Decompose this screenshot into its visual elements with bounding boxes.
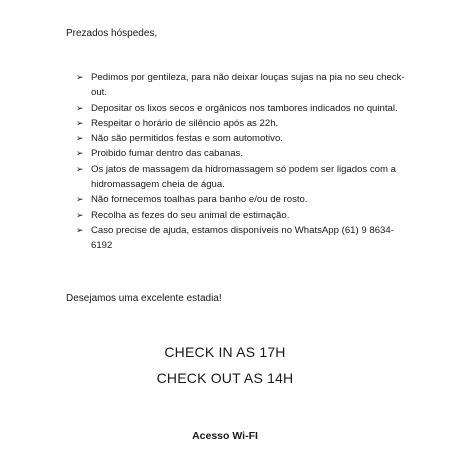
wifi-access-heading: Acesso Wi-FI (192, 430, 258, 442)
arrow-bullet-icon: ➢ (76, 194, 84, 205)
rule-text: Depositar os lixos secos e orgânicos nos tambores indicados no quintal. (91, 102, 398, 114)
rule-item (76, 146, 406, 161)
closing-message: Desejamos uma excelente estadia! (66, 293, 222, 304)
check-out-time: CHECK OUT AS 14H (156, 370, 294, 386)
rule-text: Respeitar o horário de silêncio após as 22h. (91, 117, 279, 129)
rule-text: Proibido fumar dentro das cabanas. (91, 148, 243, 160)
rule-text: Pedimos por gentileza, para não deixar louças sujas na pia no seu check-out. (91, 72, 405, 99)
arrow-bullet-icon: ➢ (76, 117, 84, 128)
rule-item (76, 208, 406, 223)
arrow-bullet-icon: ➢ (76, 224, 84, 235)
arrow-bullet-icon: ➢ (76, 72, 84, 82)
rule-text: Recolha as fezes do seu animal de estimação. (91, 209, 290, 221)
check-in-time: CHECK IN AS 17H (164, 344, 286, 360)
rule-item (76, 70, 406, 101)
rule-item (76, 131, 406, 146)
rule-item (76, 223, 406, 254)
greeting: Prezados hóspedes, (66, 28, 158, 39)
rule-text: Os jatos de massagem da hidromassagem só podem ser ligados com a hidromassagem cheia de água. (91, 163, 397, 191)
arrow-bullet-icon: ➢ (76, 133, 84, 144)
arrow-bullet-icon: ➢ (76, 163, 84, 174)
arrow-bullet-icon: ➢ (76, 102, 84, 113)
rule-text: Não fornecemos toalhas para banho e/ou de rosto. (91, 194, 308, 206)
rule-item (76, 162, 406, 193)
rule-text: Caso precise de ajuda, estamos disponíveis no WhatsApp (61) 9 8634-6192 (91, 224, 394, 252)
rule-item (76, 192, 406, 207)
arrow-bullet-icon: ➢ (76, 209, 84, 220)
rule-text: Não são permitidos festas e som automotivo. (91, 133, 283, 145)
arrow-bullet-icon: ➢ (76, 148, 84, 159)
rules-list (76, 70, 406, 254)
rule-item (76, 116, 406, 131)
rule-item (76, 101, 406, 116)
